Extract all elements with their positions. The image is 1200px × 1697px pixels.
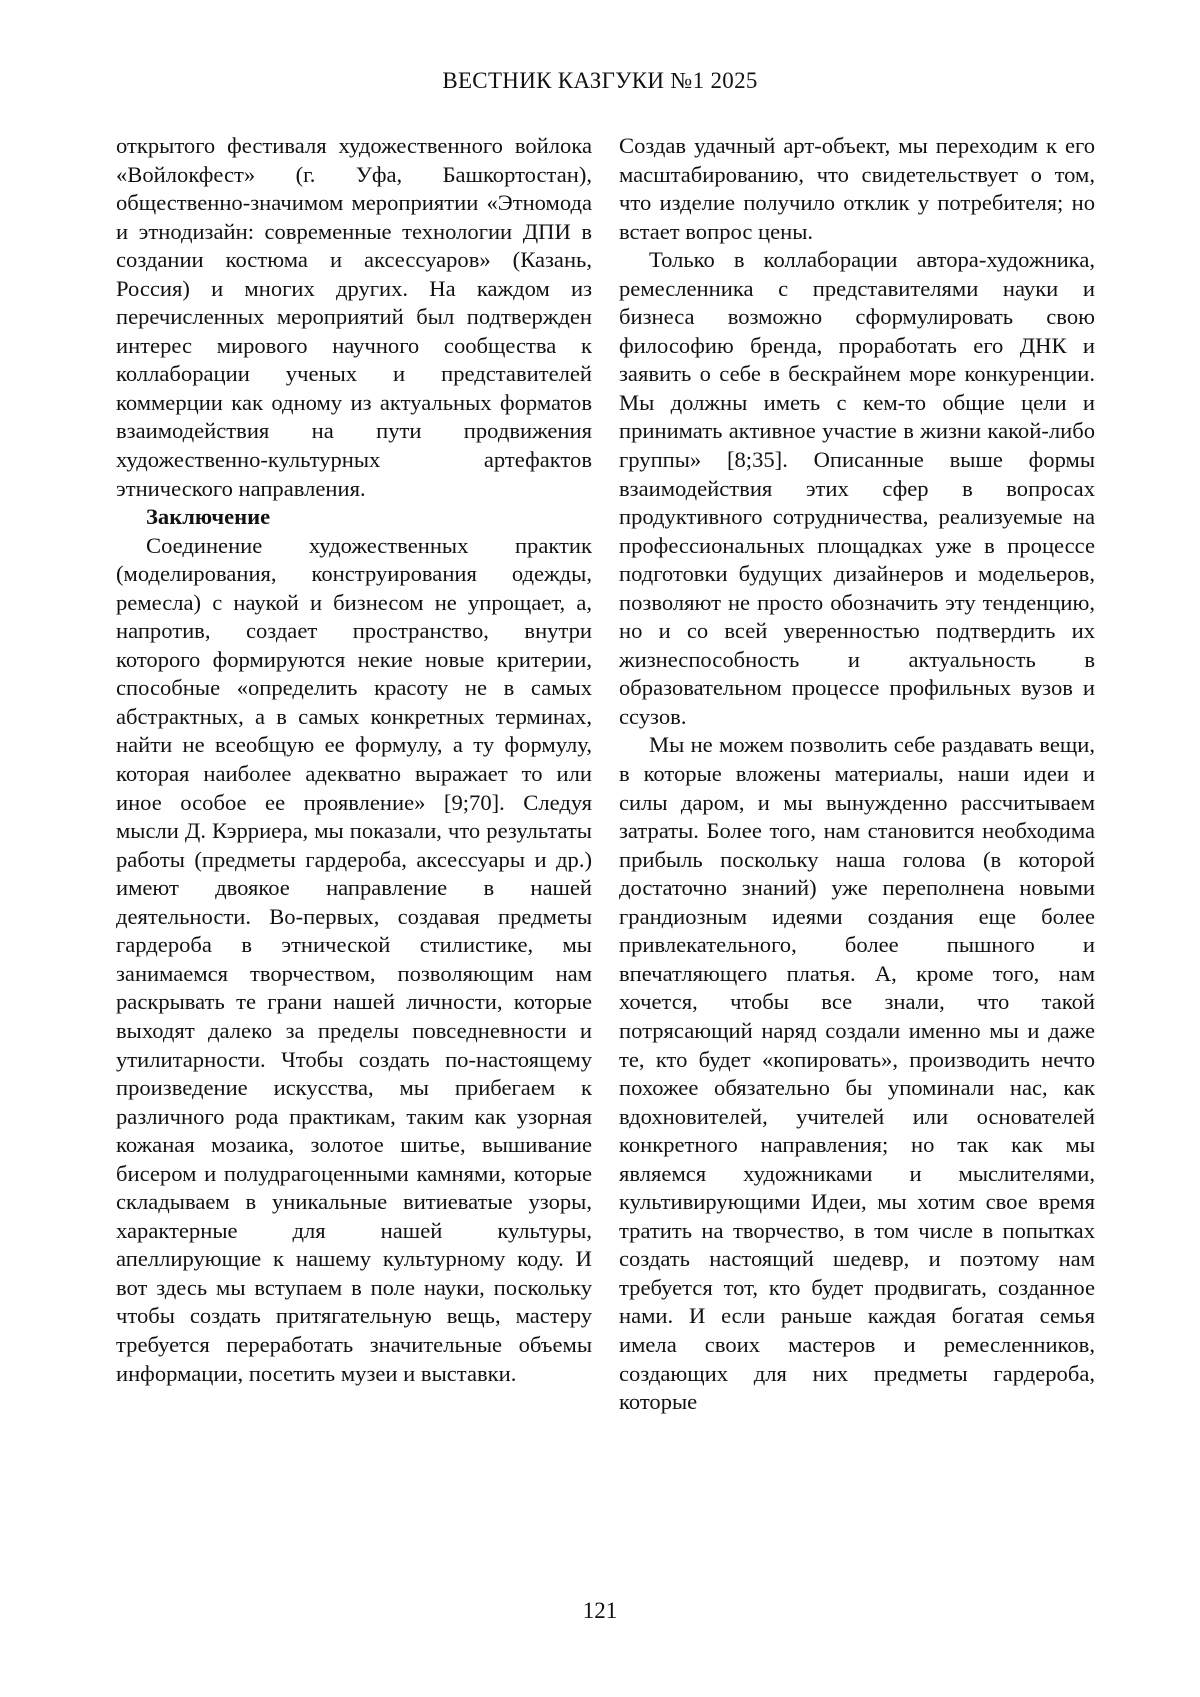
- left-column: [116, 132, 592, 1388]
- paragraph-continued: открытого фестиваля художественного войлока «Войлокфест» (г. Уфа, Башкортостан), общественно-значимом мероприятии «Этномода и этнодизайн: современные технологии ДПИ в создании костюма и аксессуаров» (Казань, Россия) и многих других. На каждом из перечисленных мероприятий был подтвержден интерес мирового научного сообщества к коллаборации ученых и представителей коммерции как одному из актуальных форматов взаимодействия на пути продвижения художественно-культурных артефактов этнического направления.: [116, 133, 592, 501]
- paragraph-collaboration: Только в коллаборации автора-художника, ремесленника с представителями науки и бизнеса возможно сформулировать свою философию бренда, проработать его ДНК и заявить о себе в бескрайнем море конкуренции. Мы должны иметь с кем-то общие цели и принимать активное участие в жизни какой-либо группы» [8;35]. Описанные выше формы взаимодействия этих сфер в вопросах продуктивного сотрудничества, реализуемые на профессиональных площадках уже в процессе подготовки будущих дизайнеров и модельеров, позволяют не просто обозначить эту тенденцию, но и со всей уверенностью подтвердить их жизнеспособность и актуальность в образовательном процессе профильных вузов и ссузов.: [619, 247, 1095, 729]
- paragraph-conclusion: Соединение художественных практик (моделирования, конструирования одежды, ремесла) с наукой и бизнесом не упрощает, а, напротив, создает пространство, внутри которого формируются некие новые критерии, способные «определить красоту не в самых абстрактных, а в самых конкретных терминах, найти не всеобщую ее формулу, а ту формулу, которая наиболее адекватно выражает то или иное особое ее проявление» [9;70]. Следуя мысли Д. Кэрриера, мы показали, что результаты работы (предметы гардероба, аксессуары и др.) имеют двоякое направление в нашей деятельности. Во-первых, создавая предметы гардероба в этнической стилистике, мы занимаемся творчеством, позволяющим нам раскрывать те грани нашей личности, которые выходят далеко за пределы повседневности и утилитарности. Чтобы создать по-настоящему произведение искусства, мы прибегаем к различного рода практикам, таким как узорная кожаная мозаика, золотое шитье, вышивание бисером и полудрагоценными камнями, которые складываем в уникальные витиеватые узоры, характерные для нашей культуры, апеллирующие к нашему культурному коду. И вот здесь мы вступаем в поле науки, поскольку чтобы создать притягательную вещь, мастеру требуется переработать значительные объемы информации, посетить музеи и выставки.: [116, 532, 592, 1386]
- paragraph-continued-right: Создав удачный арт-объект, мы переходим к его масштабированию, что свидетельствует о том, что изделие получило отклик у потребителя; но встает вопрос цены.: [619, 133, 1095, 244]
- page-number: 121: [582, 1598, 618, 1623]
- paragraph-costs: Мы не можем позволить себе раздавать вещи, в которые вложены материалы, наши идеи и силы даром, и мы вынужденно рассчитываем затраты. Более того, нам становится необходима прибыль поскольку наша голова (в которой достаточно знаний) уже переполнена новыми грандиозным идеями создания еще более привлекательного, более пышного и впечатляющего платья. А, кроме того, нам хочется, чтобы все знали, что такой потрясающий наряд создали именно мы и даже те, кто будет «копировать», производить нечто похожее обязательно бы упоминали нас, как вдохновителей, учителей или основателей конкретного направления; но так как мы являемся художниками и мыслителями, культивирующими Идеи, мы хотим свое время тратить на творчество, в том числе в попытках создать настоящий шедевр, и поэтому нам требуется тот, кто будет продвигать, созданное нами. И если раньше каждая богатая семья имела своих мастеров и ремесленников, создающих для них предметы гардероба, которые: [619, 732, 1095, 1415]
- right-column: [619, 132, 1095, 1417]
- journal-header: ВЕСТНИК КАЗГУКИ №1 2025: [442, 68, 758, 93]
- section-heading-conclusion: Заключение: [146, 504, 271, 530]
